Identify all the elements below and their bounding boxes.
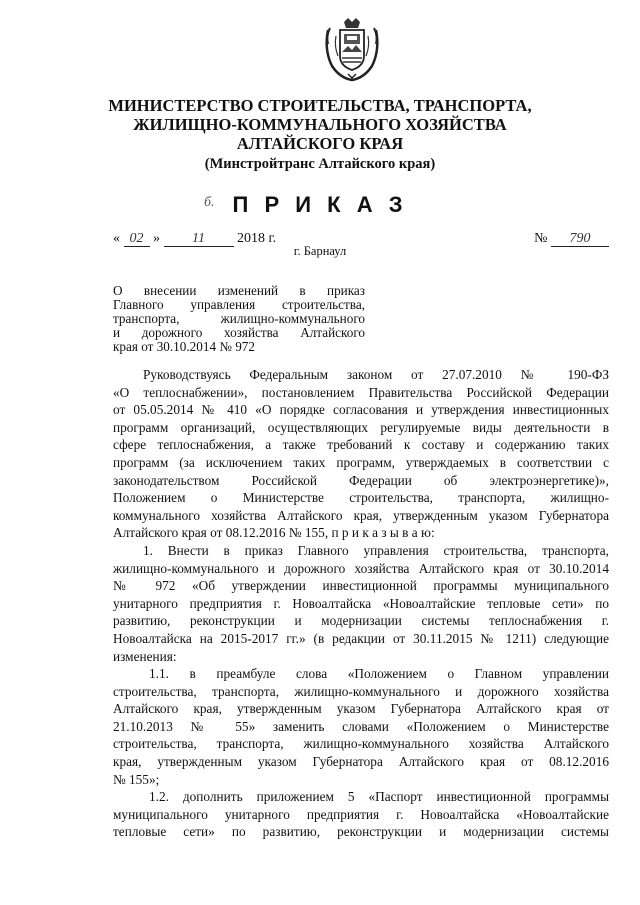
ministry-name [0,96,640,153]
body-line: жилищно-коммунального и дорожного хозяйства Алтайского края от 30.10.2014 [113,560,609,576]
body-line: № 155»; [113,771,160,787]
ministry-line-1: МИНИСТЕРСТВО СТРОИТЕЛЬСТВА, ТРАНСПОРТА, [108,96,532,115]
document-date: « 02 » 11 2018 г. [113,231,277,246]
body-line: Новоалтайска на 2015-2017 гг.» (в редакции от 30.11.2015 № 1211) следующие [113,630,609,646]
body-line: изменения: [113,648,177,664]
date-month: 11 [164,232,234,247]
body-line: Алтайского края, утвержденным указом Губернатора Алтайского края от [113,701,609,717]
body-line: муниципального унитарного предприятия г. Новоалтайска «Новоалтайские [113,806,609,822]
body-line: «О теплоснабжении», постановлением Правительства Российской Федерации [113,384,609,400]
body-line: Положением о Министерстве строительства, транспорта, жилищно- [113,490,609,506]
coat-of-arms-emblem [322,16,382,82]
document-number: № 790 [534,231,609,247]
paragraph-item-1 [113,542,609,665]
order-subject [113,284,365,354]
body-line: унитарного предприятия г. Новоалтайска «Новоалтайские тепловые сети» по [113,595,609,611]
document-type-title: П Р И К А З [232,192,408,217]
body-line: тепловые сети» по развитию, реконструкции и модернизации системы [113,824,609,840]
subject-line: и дорожного хозяйства Алтайского [113,325,365,340]
paragraph-item-1-1 [113,665,609,788]
ministry-line-3: АЛТАЙСКОГО КРАЯ [236,134,404,153]
body-line: 21.10.2013 № 55» заменить словами «Положением о Министерстве [113,718,609,734]
city: г. Барнаул [293,244,347,258]
paragraph-preamble [113,366,609,542]
body-line: 1.2. дополнить приложением 5 «Паспорт инвестиционной программы [149,789,609,805]
subject-line: края от 30.10.2014 № 972 [113,339,255,354]
ministry-short-name: (Минстройтранс Алтайского края) [204,156,436,172]
body-line: программ организаций, осуществляющих регулируемые виды деятельности в [113,419,609,435]
body-line: строительства, транспорта, жилищно-коммунального хозяйства Алтайского [113,736,609,752]
body-line: 1.1. в преамбуле слова «Положением о Главном управлении [149,666,609,682]
subject-line: О внесении изменений в приказ [113,283,365,298]
body-line: от 05.05.2014 № 410 «О порядке согласования и утверждения инвестиционных [113,402,609,418]
paragraph-item-1-2 [113,788,609,841]
body-line: строительства, транспорта, жилищно-коммунального и дорожного хозяйства [113,683,609,699]
body-line: сфере теплоснабжения, а также требований к составу и содержанию таких [113,437,609,453]
order-body [113,366,609,841]
subject-line: транспорта, жилищно-коммунального [113,311,365,326]
body-line: программ (за исключением таких программ, утверждаемых в соответствии с [113,454,609,470]
body-line: развитию, реконструкции и модернизации системы теплоснабжения г. [113,613,609,629]
date-day: 02 [124,232,150,247]
document-number-value: 790 [551,232,609,247]
body-line: Руководствуясь Федеральным законом от 27.07.2010 № 190-ФЗ [143,367,609,382]
body-line: законодательством Российской Федерации об электроэнергетике)», [113,472,609,488]
handwritten-mark: б. [204,195,215,210]
body-line: 1. Внести в приказ Главного управления строительства, транспорта, [143,542,609,558]
subject-line: Главного управления строительства, [113,297,365,312]
ministry-line-2: ЖИЛИЩНО-КОММУНАЛЬНОГО ХОЗЯЙСТВА [133,115,507,134]
body-line: края, утвержденным указом Губернатора Алтайского края от 08.12.2016 [113,754,609,770]
body-line: коммунального хозяйства Алтайского края, утвержденным указом Губернатора [113,507,609,523]
date-year: 2018 г. [237,231,277,246]
body-line: Алтайского края от 08.12.2016 № 155, п р и к а з ы в а ю: [113,525,435,541]
body-line: № 972 «Об утверждении инвестиционной программы муниципального [113,578,609,594]
